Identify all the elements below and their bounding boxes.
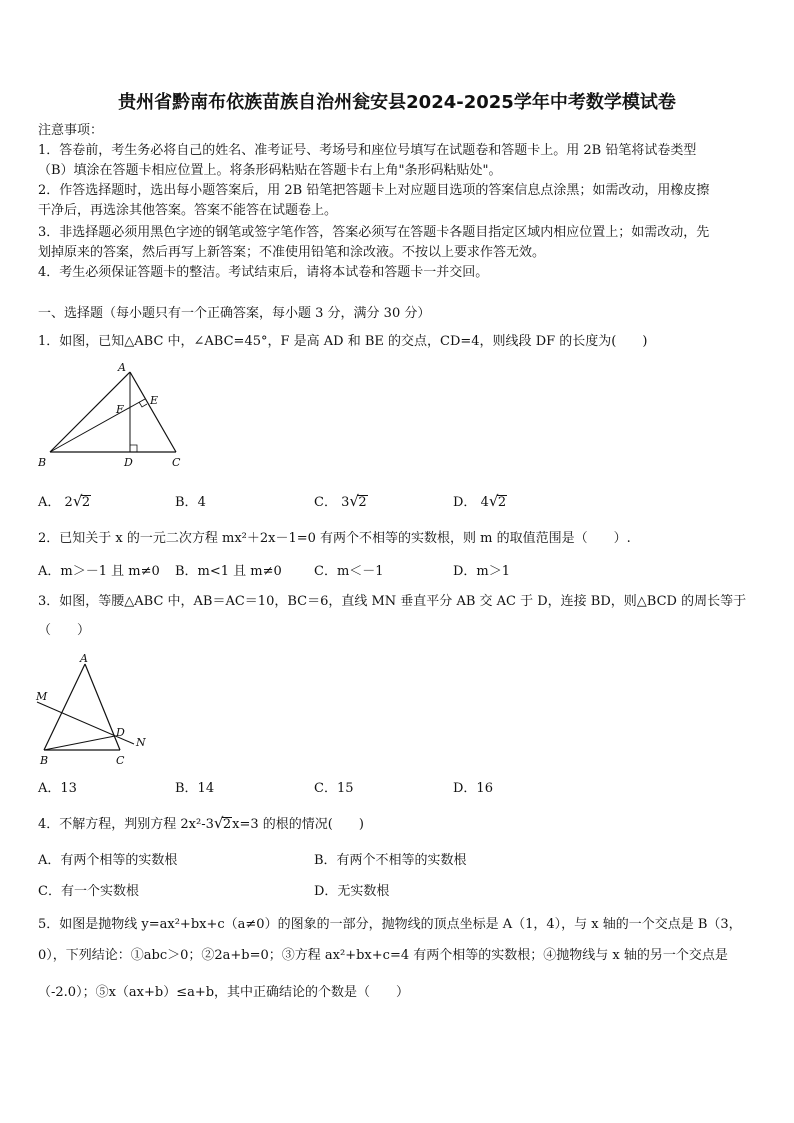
q3-option-a[interactable]: A．13 xyxy=(38,781,77,796)
q3-option-b[interactable]: B．14 xyxy=(175,781,215,796)
q4-stem: 4．不解方程，判别方程 2x²-3 √ 2x=3 的根的情况( ) xyxy=(38,814,364,832)
q3-option-d[interactable]: D．16 xyxy=(453,781,493,796)
q5-stem-line: 0），下列结论：①abc＞0；②2a+b=0；③方程 ax²+bx+c=4 有两个相等的实数根；④抛物线与 x 轴的另一个交点是 xyxy=(38,948,728,963)
q3-triangle-figure xyxy=(32,650,162,774)
q1-option-c[interactable]: C． 3 √ 2 xyxy=(314,492,367,510)
q1-label-a: A xyxy=(118,362,126,374)
notice-line: 划掉原来的答案，然后再写上新答案；不准使用铅笔和涂改液。不按以上要求作答无效。 xyxy=(38,245,546,260)
q4-option-b[interactable]: B．有两个不相等的实数根 xyxy=(314,853,467,868)
q4-option-a[interactable]: A．有两个相等的实数根 xyxy=(38,853,178,868)
q2-option-d[interactable]: D．m＞1 xyxy=(453,564,511,579)
notice-line: 1．答卷前，考生务必将自己的姓名、准考证号、考场号和座位号填写在试题卷和答题卡上。用 2B 铅笔将试卷类型 xyxy=(38,143,697,158)
notice-line: 干净后，再选涂其他答案。答案不能答在试题卷上。 xyxy=(38,203,338,218)
notice-line: 3．非选择题必须用黑色字迹的钢笔或签字笔作答，答案必须写在答题卡各题目指定区域内相应位置上；如需改动，先 xyxy=(38,225,710,240)
q5-stem-line: （-2.0）；⑤x（ax+b）≤a+b，其中正确结论的个数是（ ） xyxy=(38,985,410,1000)
q3-label-b: B xyxy=(40,754,49,767)
q1-option-d[interactable]: D． 4 √ 2 xyxy=(453,492,507,510)
q1-label-b: B xyxy=(38,456,47,469)
q3-option-c[interactable]: C．15 xyxy=(314,781,354,796)
page-title: 贵州省黔南布依族苗族自治州瓮安县2024-2025学年中考数学模试卷 xyxy=(118,92,676,113)
q1-triangle-figure xyxy=(38,362,188,476)
q1-option-a[interactable]: A． 2 √ 2 xyxy=(38,492,91,510)
q4-option-d[interactable]: D．无实数根 xyxy=(314,884,390,899)
q3-stem-paren: （ ） xyxy=(38,623,91,638)
notice-line: （B）填涂在答题卡相应位置上。将条形码粘贴在答题卡右上角"条形码粘贴处"。 xyxy=(38,163,502,178)
q3-label-c: C xyxy=(116,754,125,767)
q5-stem-line: 5．如图是抛物线 y=ax²+bx+c（a≠0）的图象的一部分，抛物线的顶点坐标是 A（1，4），与 x 轴的一个交点是 B（3， xyxy=(38,917,742,932)
q1-label-d: D xyxy=(124,456,133,469)
q3-label-d: D xyxy=(116,726,125,739)
q2-option-b[interactable]: B．m<1 且 m≠0 xyxy=(175,564,282,579)
q3-label-m: M xyxy=(36,690,48,703)
q1-stem: 1．如图，已知△ABC 中，∠ABC=45°，F 是高 AD 和 BE 的交点，CD=4，则线段 DF 的长度为( ) xyxy=(38,334,648,349)
q2-option-c[interactable]: C．m＜－1 xyxy=(314,564,384,579)
q4-option-c[interactable]: C．有一个实数根 xyxy=(38,884,139,899)
q3-stem: 3．如图，等腰△ABC 中，AB＝AC＝10，BC＝6，直线 MN 垂直平分 AB 交 AC 于 D，连接 BD，则△BCD 的周长等于 xyxy=(38,594,747,609)
q1-label-f: F xyxy=(116,403,124,416)
q1-option-b[interactable]: B．4 xyxy=(175,495,206,510)
q3-label-a: A xyxy=(80,652,88,665)
section-heading: 一、选择题（每小题只有一个正确答案，每小题 3 分，满分 30 分） xyxy=(38,306,431,321)
q2-stem: 2．已知关于 x 的一元二次方程 mx²＋2x－1=0 有两个不相等的实数根，则 m 的取值范围是（ ）. xyxy=(38,531,631,546)
q1-label-c: C xyxy=(172,456,181,469)
q3-label-n: N xyxy=(136,736,146,749)
notice-line: 2．作答选择题时，选出每小题答案后，用 2B 铅笔把答题卡上对应题目选项的答案信息点涂黑；如需改动，用橡皮擦 xyxy=(38,183,710,198)
q1-label-e: E xyxy=(150,394,159,407)
notice-heading: 注意事项： xyxy=(38,123,104,138)
notice-line: 4．考生必须保证答题卡的整洁。考试结束后，请将本试卷和答题卡一并交回。 xyxy=(38,265,489,280)
q2-option-a[interactable]: A．m＞－1 且 m≠0 xyxy=(38,564,160,579)
